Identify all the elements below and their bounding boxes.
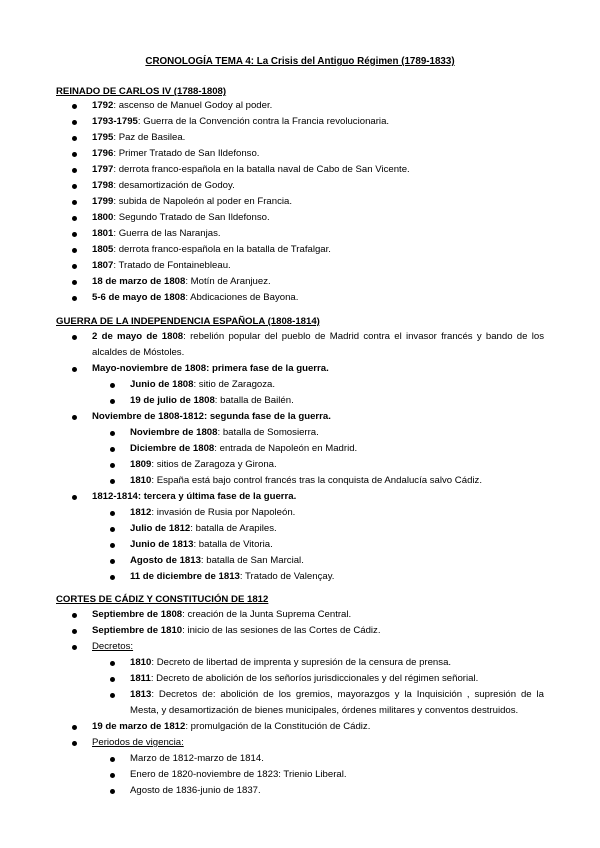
bullet-icon — [110, 447, 115, 452]
list-item: Diciembre de 1808: entrada de Napoleón en Madrid. — [130, 443, 357, 455]
phase-item: 1812-1814: tercera y última fase de la guerra. — [92, 491, 296, 503]
list-item: 1801: Guerra de las Naranjas. — [92, 228, 221, 240]
list-item: Julio de 1812: batalla de Arapiles. — [130, 523, 277, 535]
list-item: 1805: derrota franco-española en la batalla de Trafalgar. — [92, 244, 331, 256]
decretos-item: Decretos: — [92, 641, 133, 653]
bullet-icon — [110, 789, 115, 794]
section-heading-guerra-independencia: GUERRA DE LA INDEPENDENCIA ESPAÑOLA (1808-1814) — [56, 316, 320, 327]
bullet-icon — [72, 200, 77, 205]
list-item: 1810: España está bajo control francés tras la conquista de Andalucía salvo Cádiz. — [130, 475, 482, 487]
bullet-icon — [72, 725, 77, 730]
bullet-icon — [110, 757, 115, 762]
bullet-icon — [72, 415, 77, 420]
bullet-icon — [110, 661, 115, 666]
list-item: Septiembre de 1808: creación de la Junta Suprema Central. — [92, 609, 351, 621]
bullet-icon — [110, 773, 115, 778]
bullet-icon — [72, 613, 77, 618]
bullet-icon — [72, 629, 77, 634]
bullet-icon — [110, 463, 115, 468]
list-item: 1807: Tratado de Fontainebleau. — [92, 260, 231, 272]
list-item: 1812: invasión de Rusia por Napoleón. — [130, 507, 295, 519]
list-item: Junio de 1813: batalla de Vitoria. — [130, 539, 273, 551]
list-item: 1798: desamortización de Godoy. — [92, 180, 235, 192]
bullet-icon — [72, 367, 77, 372]
vigencia-item: Periodos de vigencia: — [92, 737, 184, 749]
bullet-icon — [110, 543, 115, 548]
list-item: 1792: ascenso de Manuel Godoy al poder. — [92, 100, 272, 112]
bullet-icon — [110, 559, 115, 564]
list-item: 1811: Decreto de abolición de los señoríos jurisdiccionales y del régimen señorial. — [130, 673, 478, 685]
list-item: Agosto de 1836-junio de 1837. — [130, 785, 261, 797]
bullet-icon — [72, 335, 77, 340]
list-item: 1793-1795: Guerra de la Convención contra la Francia revolucionaria. — [92, 116, 389, 128]
list-item: 5-6 de mayo de 1808: Abdicaciones de Bayona. — [92, 292, 298, 304]
list-item: Enero de 1820-noviembre de 1823: Trienio Liberal. — [130, 769, 347, 781]
bullet-icon — [72, 248, 77, 253]
bullet-icon — [72, 104, 77, 109]
list-item: 19 de marzo de 1812: promulgación de la Constitución de Cádiz. — [92, 721, 370, 733]
list-item: Septiembre de 1810: inicio de las sesiones de las Cortes de Cádiz. — [92, 625, 381, 637]
page-title: CRONOLOGÍA TEMA 4: La Crisis del Antiguo Régimen (1789-1833) — [145, 56, 455, 67]
list-item: 1809: sitios de Zaragoza y Girona. — [130, 459, 277, 471]
bullet-icon — [72, 168, 77, 173]
list-item: 1796: Primer Tratado de San Ildefonso. — [92, 148, 259, 160]
list-item-continuation: Mesta, y desamortización de bienes municipales, órdenes militares y conventos destruidos. — [130, 705, 519, 716]
list-item: 11 de diciembre de 1813: Tratado de Valençay. — [130, 571, 334, 583]
bullet-icon — [72, 645, 77, 650]
list-item: 1810: Decreto de libertad de imprenta y supresión de la censura de prensa. — [130, 657, 451, 669]
list-item: Marzo de 1812-marzo de 1814. — [130, 753, 264, 765]
bullet-icon — [72, 264, 77, 269]
bullet-icon — [110, 693, 115, 698]
list-item: 19 de julio de 1808: batalla de Bailén. — [130, 395, 294, 407]
bullet-icon — [72, 120, 77, 125]
list-item: 18 de marzo de 1808: Motín de Aranjuez. — [92, 276, 271, 288]
bullet-icon — [110, 677, 115, 682]
section-heading-cortes-cadiz: CORTES DE CÁDIZ Y CONSTITUCIÓN DE 1812 — [56, 594, 269, 605]
bullet-icon — [72, 184, 77, 189]
list-item: 1795: Paz de Basilea. — [92, 132, 185, 144]
list-item: Noviembre de 1808: batalla de Somosierra. — [130, 427, 319, 439]
bullet-icon — [72, 136, 77, 141]
bullet-icon — [72, 232, 77, 237]
list-item-continuation: alcaldes de Móstoles. — [92, 347, 185, 358]
phase-item: Mayo-noviembre de 1808: primera fase de la guerra. — [92, 363, 329, 375]
bullet-icon — [110, 511, 115, 516]
bullet-icon — [72, 216, 77, 221]
bullet-icon — [110, 399, 115, 404]
phase-item: Noviembre de 1808-1812: segunda fase de la guerra. — [92, 411, 331, 423]
section-heading-carlos-iv: REINADO DE CARLOS IV (1788-1808) — [56, 86, 227, 97]
bullet-icon — [72, 741, 77, 746]
bullet-icon — [72, 280, 77, 285]
bullet-icon — [110, 431, 115, 436]
bullet-icon — [72, 296, 77, 301]
list-item: Junio de 1808: sitio de Zaragoza. — [130, 379, 275, 391]
bullet-icon — [110, 479, 115, 484]
bullet-icon — [110, 527, 115, 532]
list-item: 1800: Segundo Tratado de San Ildefonso. — [92, 212, 270, 224]
list-item: 2 de mayo de 1808: rebelión popular del pueblo de Madrid contra el invasor francés y bando de los — [92, 331, 544, 343]
list-item: 1799: subida de Napoleón al poder en Francia. — [92, 196, 292, 208]
bullet-icon — [72, 495, 77, 500]
list-item: Agosto de 1813: batalla de San Marcial. — [130, 555, 304, 567]
bullet-icon — [110, 575, 115, 580]
list-item: 1813: Decretos de: abolición de los gremios, mayorazgos y la Inquisición , supresión de la — [130, 689, 544, 701]
list-item: 1797: derrota franco-española en la batalla naval de Cabo de San Vicente. — [92, 164, 410, 176]
bullet-icon — [72, 152, 77, 157]
bullet-icon — [110, 383, 115, 388]
